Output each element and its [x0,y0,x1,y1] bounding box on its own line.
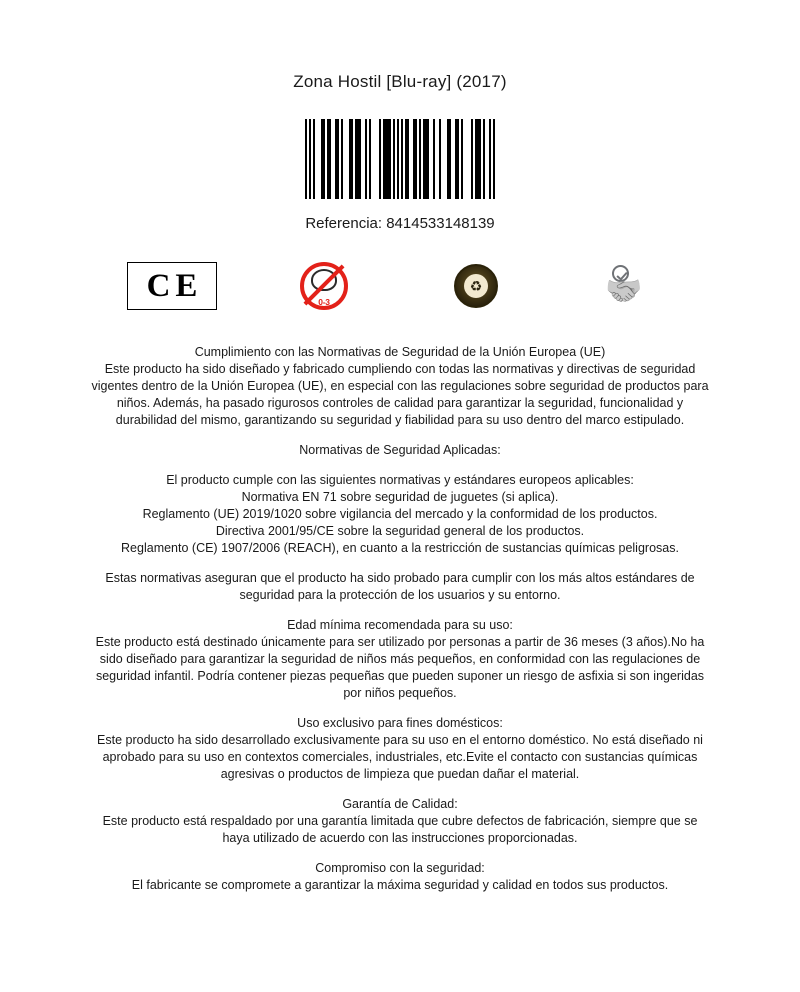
compliance-icons-row [40,258,760,314]
text-line: Directiva 2001/95/CE sobre la seguridad general de los productos. [215,524,585,538]
text-block-applied-standards-list [40,472,760,557]
ce-mark-icon-box [126,258,218,314]
text-line: Compromiso con la seguridad: [315,861,485,875]
barcode-bar [463,119,471,199]
seal-inner-glyph: ♻ [464,274,488,298]
page-title: Zona Hostil [Blu-ray] (2017) [293,72,507,91]
text-block-domestic-use [40,715,760,783]
age-restriction-0-3-icon [300,262,348,310]
text-line: Garantía de Calidad: [342,797,458,811]
text-line: El producto cumple con las siguientes normativas y estándares europeos aplicables: [166,473,634,487]
text-line: haya utilizado de acuerdo con las instrucciones proporcionadas. [222,831,578,845]
text-line: Cumplimiento con las Normativas de Seguridad de la Unión Europea (UE) [194,345,606,359]
barcode-bar [383,119,391,199]
handshake-glyph: 🤝 [605,275,643,308]
text-line: vigentes dentro de la Unión Europea (UE), en especial con las regulaciones sobre seguridad de productos para [91,379,709,393]
product-compliance-page [0,72,800,992]
barcode-bar [371,119,379,199]
ce-letter-e: E [175,267,198,304]
text-block-eu-compliance [40,344,760,429]
text-block-minimum-age [40,617,760,702]
text-block-safety-commitment [40,860,760,894]
text-block-standards-summary [40,570,760,604]
text-line: agresivas o productos de limpieza que puedan dañar el material. [220,767,580,781]
text-block-quality-warranty [40,796,760,847]
text-line: sido diseñado para garantizar la seguridad de niños más pequeños, en conformidad con las regulaciones de [99,652,701,666]
text-line: Edad mínima recomendada para su uso: [287,618,513,632]
text-line: Uso exclusivo para fines domésticos: [297,716,503,730]
text-line: seguridad infantil. Podría contener piezas pequeñas que pueden suponer un riesgo de asfixia si son ingeridas [95,669,705,683]
text-line: durabilidad del mismo, garantizando su seguridad y fiabilidad para su uso dentro del marco estipulado. [115,413,685,427]
text-line: seguridad para la protección de los usuarios y su entorno. [239,588,561,602]
text-line: Este producto ha sido desarrollado exclusivamente para su uso en el entorno doméstico. No está diseñado ni [97,733,703,747]
reference-label: Referencia: 8414533148139 [305,215,495,232]
text-line: Este producto está destinado únicamente para ser utilizado por personas a partir de 36 meses (3 años).No ha [95,635,705,649]
text-line: Reglamento (CE) 1907/2006 (REACH), en cuanto a la restricción de sustancias químicas peligrosas. [121,541,679,555]
text-line: Reglamento (UE) 2019/1020 sobre vigilancia del mercado y la conformidad de los productos. [142,507,658,521]
handshake-icon-box [582,258,674,314]
text-block-applied-standards-heading [40,442,760,459]
green-dot-seal-icon [454,264,498,308]
compliance-text-body [40,344,760,894]
barcode-bar [493,119,495,199]
text-line: Normativas de Seguridad Aplicadas: [299,443,501,457]
text-line: por niños pequeños. [343,686,457,700]
barcode-area [40,119,760,199]
age-restriction-icon-box [278,258,370,314]
text-line: Este producto está respaldado por una garantía limitada que cubre defectos de fabricación, siempre que se [102,814,698,828]
ce-mark-icon [127,262,217,310]
text-line: El fabricante se compromete a garantizar la máxima seguridad y calidad en todos sus productos. [131,878,669,892]
text-line: Este producto ha sido diseñado y fabricado cumpliendo con todas las normativas y directivas de seguridad [104,362,696,376]
text-line: aprobado para su uso en contextos comerciales, industriales, etc.Evite el contacto con sustancias químicas [102,750,698,764]
text-line: Estas normativas aseguran que el producto ha sido probado para cumplir con los más altos estándares de [105,571,695,585]
green-dot-seal-icon-box [430,258,522,314]
age-range-text: 0-3 [318,297,330,307]
ce-letter-c: C [146,267,171,304]
barcode-image [305,119,495,199]
handshake-check-icon [602,263,654,309]
text-line: niños. Además, ha pasado rigurosos controles de calidad para garantizar la seguridad, funcionalidad y [116,396,684,410]
text-line: Normativa EN 71 sobre seguridad de juguetes (si aplica). [241,490,559,504]
